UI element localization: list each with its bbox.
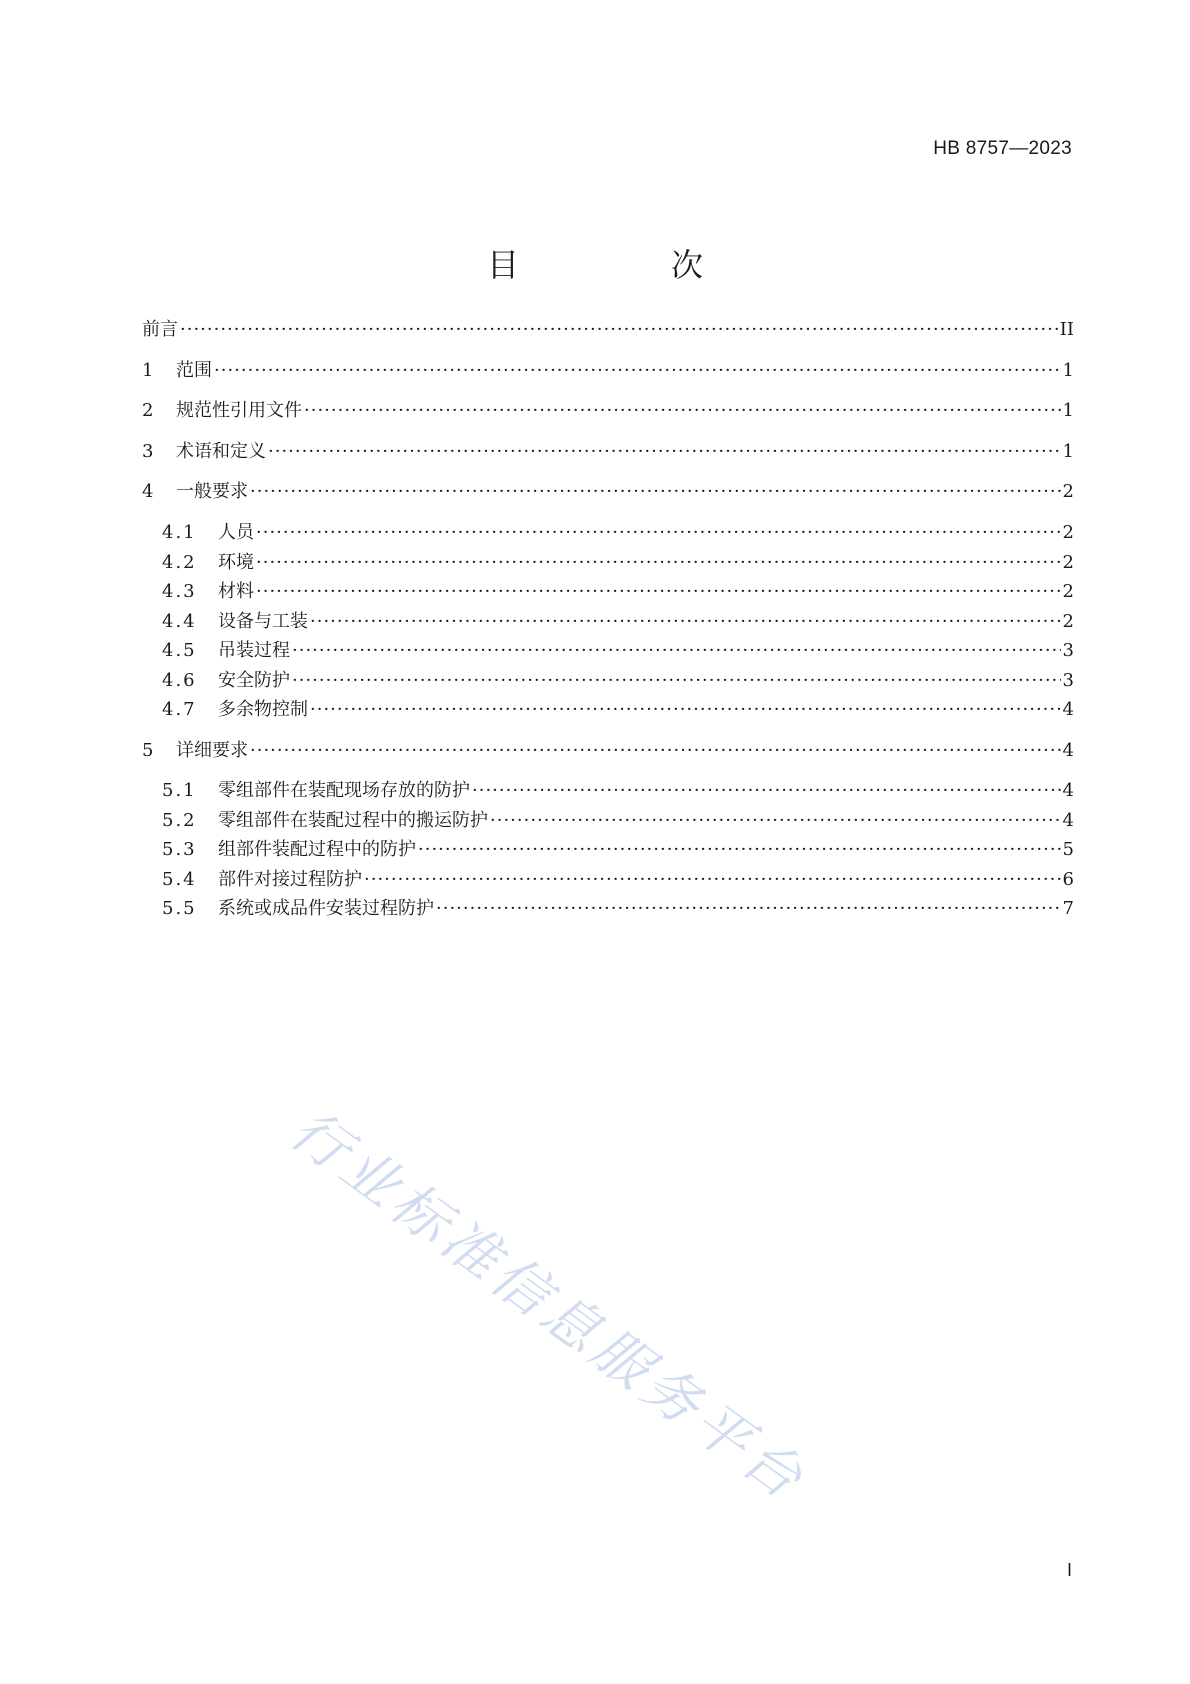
- toc-entry-label: 环境: [218, 552, 254, 573]
- toc-entry[interactable]: [162, 837, 1074, 863]
- toc-entry-page: 4: [1062, 699, 1074, 720]
- toc-entry[interactable]: [142, 738, 1074, 764]
- toc-entry[interactable]: [142, 398, 1074, 424]
- toc-dot-leader: [490, 808, 1061, 834]
- toc-entry-page: 4: [1062, 810, 1074, 831]
- toc-entry-label: 术语和定义: [176, 441, 266, 462]
- toc-entry-page: 2: [1062, 611, 1074, 632]
- toc-entry-number: 2: [142, 400, 154, 421]
- toc-dot-leader: [256, 579, 1061, 605]
- toc-entry[interactable]: [142, 439, 1074, 465]
- toc-entry-page: 2: [1062, 581, 1074, 602]
- toc-entry[interactable]: [142, 358, 1074, 384]
- toc-dot-leader: [250, 479, 1061, 505]
- toc-entry-label: 部件对接过程防护: [218, 869, 362, 890]
- toc-entry-number: 4: [142, 481, 154, 502]
- toc-title: 目 次: [486, 246, 763, 284]
- toc-entry-number: 5.3: [162, 839, 197, 860]
- toc-entry-number: 4.3: [162, 581, 197, 602]
- toc-entry-number: 1: [142, 360, 154, 381]
- toc-entry-label: 安全防护: [218, 670, 290, 691]
- toc-entry-number: 4.4: [162, 611, 197, 632]
- toc-entry-page: 6: [1062, 869, 1074, 890]
- toc-entry[interactable]: [162, 520, 1074, 546]
- document-code: HB 8757—2023: [933, 138, 1072, 159]
- toc-entry-page: 2: [1062, 522, 1074, 543]
- toc-entry-number: 5.5: [162, 898, 197, 919]
- toc-dot-leader: [268, 439, 1061, 465]
- toc-dot-leader: [310, 697, 1061, 723]
- watermark: 行业标准信息服务平台: [278, 1097, 819, 1515]
- toc-entry-label: 零组部件在装配现场存放的防护: [218, 780, 470, 801]
- toc-dot-leader: [256, 550, 1061, 576]
- toc-entry-number: 4.2: [162, 552, 197, 573]
- toc-entry[interactable]: [142, 479, 1074, 505]
- toc-entry-label: 组部件装配过程中的防护: [218, 839, 416, 860]
- toc-entry[interactable]: [162, 638, 1074, 664]
- toc-dot-leader: [256, 520, 1061, 546]
- toc-entry-number: 3: [142, 441, 154, 462]
- toc-dot-leader: [472, 778, 1061, 804]
- toc-entry-label: 材料: [218, 581, 254, 602]
- toc-entry-page: 3: [1062, 670, 1074, 691]
- toc-entry[interactable]: [162, 579, 1074, 605]
- toc-entry-label: 人员: [218, 522, 254, 543]
- toc-entry-label: 吊装过程: [218, 640, 290, 661]
- toc-entry-page: 5: [1062, 839, 1074, 860]
- toc-entry-label: 详细要求: [176, 740, 248, 761]
- toc-entry-number: 5.4: [162, 869, 197, 890]
- toc-entry[interactable]: [162, 808, 1074, 834]
- page-number: I: [1066, 1560, 1072, 1580]
- toc-entry-label: 规范性引用文件: [176, 400, 302, 421]
- toc-entry-label: 设备与工装: [218, 611, 308, 632]
- toc-entry-number: 4.7: [162, 699, 197, 720]
- toc-entry-number: 5: [142, 740, 154, 761]
- toc-entry-page: 7: [1062, 898, 1074, 919]
- toc-dot-leader: [292, 668, 1061, 694]
- toc-entry-page: 1: [1062, 360, 1074, 381]
- toc-entry[interactable]: [162, 609, 1074, 635]
- toc-entry-page: 1: [1062, 441, 1074, 462]
- toc-entry-label: 一般要求: [176, 481, 248, 502]
- toc-entry-number: 4.6: [162, 670, 197, 691]
- toc-entry-label: 系统或成品件安装过程防护: [218, 898, 434, 919]
- toc-entry-number: 4.5: [162, 640, 197, 661]
- toc-entry-number: 5.2: [162, 810, 197, 831]
- toc-entry[interactable]: [162, 778, 1074, 804]
- toc-entry-number: 4.1: [162, 522, 197, 543]
- toc-dot-leader: [180, 317, 1058, 343]
- toc-entry-label: 零组部件在装配过程中的搬运防护: [218, 810, 488, 831]
- toc-entry-page: 4: [1062, 740, 1074, 761]
- toc-entry[interactable]: [162, 867, 1074, 893]
- toc-entry-number: 5.1: [162, 780, 197, 801]
- toc-entry-page: 4: [1062, 780, 1074, 801]
- toc-entry-label: 前言: [142, 319, 178, 340]
- toc-entry[interactable]: [162, 896, 1074, 922]
- toc-entry-page: 1: [1062, 400, 1074, 421]
- toc-dot-leader: [364, 867, 1061, 893]
- toc-entry[interactable]: [142, 317, 1074, 343]
- toc-entry-page: 2: [1062, 481, 1074, 502]
- toc-entry[interactable]: [162, 668, 1074, 694]
- toc-dot-leader: [304, 398, 1061, 424]
- toc-dot-leader: [418, 837, 1061, 863]
- toc-entry-label: 范围: [176, 360, 212, 381]
- toc-entry[interactable]: [162, 550, 1074, 576]
- toc-entry-page: 2: [1062, 552, 1074, 573]
- toc-entry-label: 多余物控制: [218, 699, 308, 720]
- toc-entry[interactable]: [162, 697, 1074, 723]
- toc-dot-leader: [250, 738, 1061, 764]
- toc-entry-page: II: [1059, 319, 1074, 340]
- toc-dot-leader: [214, 358, 1061, 384]
- toc-dot-leader: [436, 896, 1061, 922]
- toc-dot-leader: [310, 609, 1061, 635]
- toc-dot-leader: [292, 638, 1061, 664]
- toc-entry-page: 3: [1062, 640, 1074, 661]
